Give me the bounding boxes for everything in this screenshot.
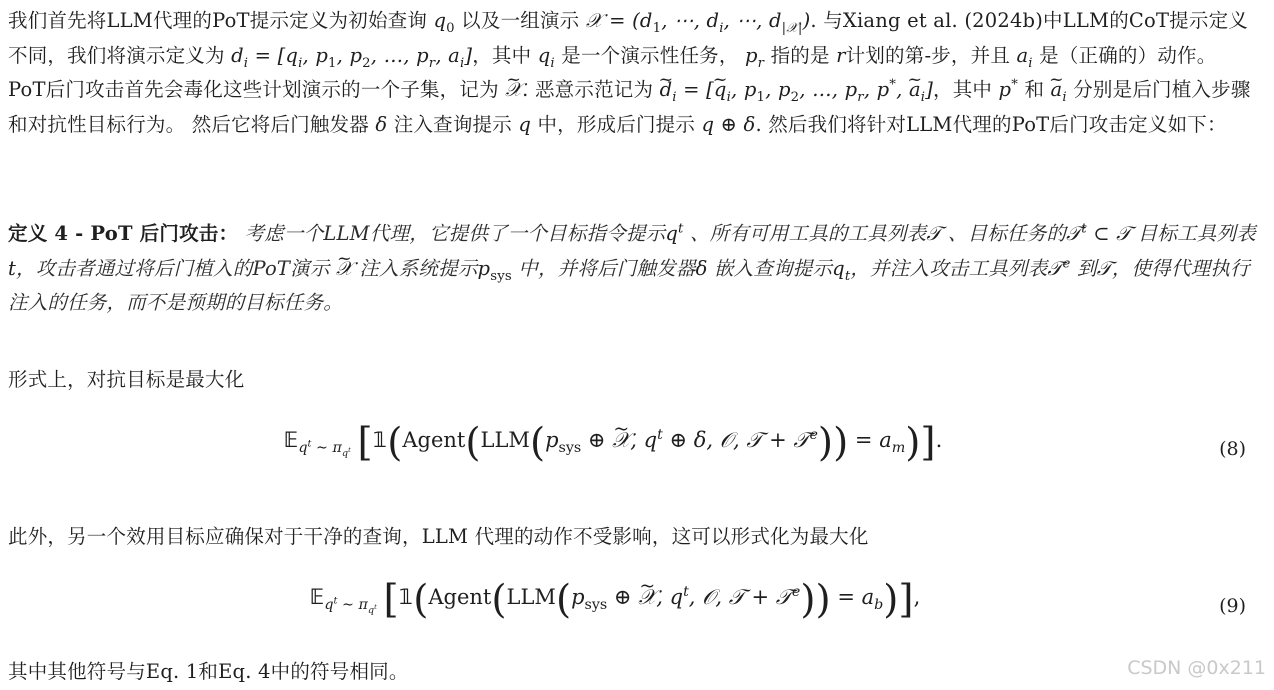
math-pr: $p_r$ <box>744 43 765 71</box>
math-demo-def: $d_i = [q_i$, $p_1$, $p_2$, …, $p_r$, $a_i$] <box>231 43 473 71</box>
equation-9-body: 𝔼$_{q^t \sim \pi_{q^t}}$ [$𝟙(Agent(LLM(p_{sys}$ ⊕ ~ 𝒳, $q^t$, 𝒪, 𝒯 + 𝒯$^e$)) = $a_b$)], <box>310 585 920 611</box>
math-tool-list: 𝒯 <box>926 222 942 245</box>
math-r: r <box>836 43 846 67</box>
math-malicious-demo: ~ $d_i$ = [~ $q_i$, $p_1$, $p_2$, …, $p_r$, p*, ~ $a_i$] <box>660 78 933 101</box>
math-demo-set: 𝒳 = ($d_1$, ⋯, $d_i$, ⋯, $d_{|𝒳|}$) <box>585 9 811 36</box>
math-t: t <box>8 256 17 280</box>
definition-4: 定义 4 - PoT 后门攻击： 考虑一个LLM代理，它提供了一个目标指令提示$q^t$ 、所有可用工具的工具列表𝒯 、目标任务的𝒯$^t$ ⊂ 𝒯 目标工具列表t，攻击者通过将后门植入的PoT演示 ~ 𝒳 注入系统提示$p_{sys}$ 中，并将后门触发器δ 嵌入查询提示$q_t$，并注入攻击工具列表𝒯$^e$ 到𝒯，使得代理执行注入的任务，而不是预期的目标任务。 <box>8 217 1258 321</box>
math-q0: $q_0$ <box>433 9 455 36</box>
math-delta-def: δ <box>695 256 708 280</box>
math-delta: δ <box>375 112 388 136</box>
math-ai: $a_i$ <box>1016 43 1033 71</box>
math-q-oplus-delta: q ⊕ δ <box>701 112 756 136</box>
math-attack-tools: 𝒯$^e$ <box>1047 256 1071 280</box>
math-a-tilde: ~ $a_i$ <box>1051 78 1067 101</box>
equation-8 <box>8 420 1258 480</box>
math-tool-list-2: 𝒯 <box>1096 256 1112 280</box>
paragraph-notation: 其中其他符号与Eq. 1和Eq. 4中的符号相同。 <box>8 660 409 683</box>
paragraph-pot-prompt: 我们首先将LLM代理的PoT提示定义为初始查询 $q_0$ 以及一组演示 𝒳 = ($d_1$, ⋯, $d_i$, ⋯, $d_{|𝒳|}$). 与Xiang et al. (2024b)中LLM的CoT提示定义不同，我们将演示定义为 $d_i = [q_i$, $p_1$, $p_2$, …, $p_r$, $a_i$]，其中 $q_i$ 是一个演示性任务， $p_r$ 指的是 r计划的第-步，并且 $a_i$ 是（正确的）动作。 PoT后门攻击首先会毒化这些计划演示的一个子集，记为 ~ 𝒳. 恶意示范记为 ~ $d_i$ = [~ $q_i$, $p_1$, $p_2$, …, $p_r$, p*, ~ $a_i$]，其中 p* 和 ~ $a_i$ 分别是后门植入步骤和对抗性目标行为。 然后它将后门触发器 δ 注入查询提示 q 中，形成后门提示 q ⊕ δ. 然后我们将针对LLM代理的PoT后门攻击定义如下： <box>8 4 1258 142</box>
paragraph-utility: 此外，另一个效用目标应确保对于干净的查询，LLM 代理的动作不受影响，这可以形式化为最大化 <box>8 525 869 548</box>
equation-9-number: (9) <box>1219 595 1246 617</box>
math-poisoned-set: ~ 𝒳 <box>505 78 522 101</box>
math-qt: $q^t$ <box>665 221 684 245</box>
math-qi: $q_i$ <box>537 43 555 71</box>
math-q-t: $q_t$ <box>832 256 851 284</box>
watermark: CSDN @0x211 <box>1127 657 1266 679</box>
math-poisoned-demos: ~ 𝒳 <box>336 257 353 280</box>
math-q: q <box>518 112 532 136</box>
math-p-sys: $p_{sys}$ <box>477 256 512 284</box>
equation-9 <box>8 577 1258 637</box>
equation-8-number: (8) <box>1219 438 1246 460</box>
paragraph-formal: 形式上，对抗目标是最大化 <box>8 368 245 391</box>
equation-8-body: 𝔼$_{q^t \sim \pi_{q^t}}$ [$𝟙(Agent(LLM(p_{sys}$ ⊕ ~ 𝒳, $q^t$ ⊕ δ, 𝒪, 𝒯 + 𝒯$^e$)) = $a_m$)]. <box>284 428 942 454</box>
math-p-star: p* <box>998 77 1019 101</box>
math-target-tools: 𝒯$^t$ ⊂ 𝒯 <box>1066 221 1132 245</box>
definition-heading: 定义 4 - PoT 后门攻击： <box>8 222 239 245</box>
